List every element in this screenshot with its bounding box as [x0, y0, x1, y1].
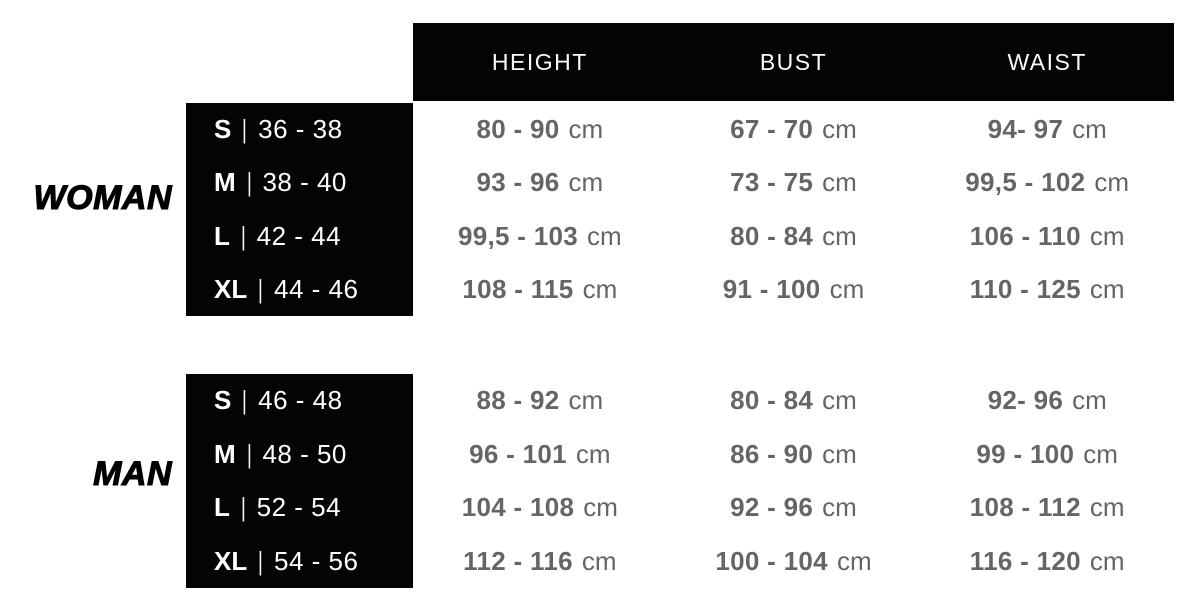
man-xl-waist-cell: [920, 535, 1174, 589]
unit-label: cm: [822, 167, 857, 198]
man-s-waist-cell: [920, 374, 1174, 428]
measure-value: 80 - 84: [730, 220, 814, 251]
column-header-height: HEIGHT: [491, 48, 588, 75]
woman-xl-bust-cell: [667, 263, 921, 316]
man-s-height-cell: [413, 374, 667, 428]
size-code: M: [214, 167, 236, 198]
unit-label: cm: [582, 273, 618, 304]
size-range: 52 - 54: [256, 492, 342, 523]
measure-value: 99,5 - 102: [965, 167, 1086, 198]
unit-label: cm: [1072, 385, 1107, 416]
unit-label: cm: [568, 114, 604, 145]
size-code: XL: [214, 273, 248, 304]
measure-value: 99,5 - 103: [457, 220, 579, 251]
size-code: S: [214, 114, 232, 145]
woman-xl-waist-cell: [920, 263, 1174, 316]
measure-value: 116 - 120: [969, 545, 1081, 576]
measure-value: 94- 97: [987, 114, 1064, 145]
woman-s-height-cell: [413, 103, 667, 156]
column-header-waist: WAIST: [1007, 48, 1087, 75]
size-separator: |: [258, 273, 264, 304]
size-range: 54 - 56: [274, 545, 359, 576]
unit-label: cm: [829, 273, 865, 304]
woman-l-height-cell: [413, 210, 667, 263]
size-separator: |: [240, 492, 246, 523]
size-row-man-s: [186, 374, 413, 428]
woman-m-waist-cell: [920, 156, 1174, 209]
unit-label: cm: [583, 492, 618, 523]
unit-label: cm: [836, 545, 872, 576]
measure-value: 91 - 100: [722, 273, 821, 304]
measure-value: 106 - 110: [969, 220, 1081, 251]
size-code: L: [214, 220, 230, 251]
man-l-waist-cell: [920, 481, 1174, 535]
measure-value: 92 - 96: [730, 492, 814, 523]
measure-value: 100 - 104: [715, 545, 828, 576]
woman-l-bust-cell: [667, 210, 921, 263]
measure-value: 112 - 116: [463, 545, 573, 576]
measure-value: 73 - 75: [730, 167, 814, 198]
size-separator: |: [240, 220, 246, 251]
table-header: [413, 23, 1174, 101]
man-size-box: [186, 374, 413, 588]
unit-label: cm: [822, 438, 857, 469]
unit-label: cm: [1072, 114, 1107, 145]
measure-value: 104 - 108: [461, 492, 575, 523]
measure-value: 93 - 96: [476, 167, 560, 198]
size-separator: |: [242, 114, 248, 145]
unit-label: cm: [1089, 273, 1125, 304]
man-s-bust-cell: [667, 374, 921, 428]
unit-label: cm: [587, 220, 622, 251]
unit-label: cm: [1083, 438, 1118, 469]
woman-s-bust-cell: [667, 103, 921, 156]
unit-label: cm: [822, 492, 857, 523]
unit-label: cm: [575, 438, 611, 469]
man-m-waist-cell: [920, 428, 1174, 482]
unit-label: cm: [822, 385, 857, 416]
unit-label: cm: [568, 385, 604, 416]
unit-label: cm: [568, 167, 604, 198]
column-header-bust: BUST: [759, 48, 828, 75]
size-row-woman-xl: [186, 263, 413, 316]
measure-value: 67 - 70: [730, 114, 814, 145]
woman-measurements: [413, 103, 1174, 316]
size-separator: |: [242, 385, 248, 416]
measure-value: 80 - 84: [730, 385, 814, 416]
measure-value: 86 - 90: [730, 438, 814, 469]
measure-value: 88 - 92: [476, 385, 560, 416]
measure-value: 80 - 90: [476, 114, 560, 145]
size-row-woman-m: [186, 156, 413, 209]
woman-size-box: [186, 103, 413, 316]
man-m-height-cell: [413, 428, 667, 482]
man-l-height-cell: [413, 481, 667, 535]
measure-value: 110 - 125: [969, 273, 1081, 304]
size-range: 38 - 40: [262, 167, 347, 198]
size-row-woman-s: [186, 103, 413, 156]
size-row-woman-l: [186, 210, 413, 263]
size-range: 44 - 46: [274, 273, 359, 304]
size-separator: |: [246, 438, 252, 469]
group-label-man: MAN: [93, 455, 172, 493]
man-l-bust-cell: [667, 481, 921, 535]
unit-label: cm: [822, 220, 857, 251]
size-range: 42 - 44: [256, 220, 342, 251]
size-range: 36 - 38: [258, 114, 343, 145]
measure-value: 92- 96: [987, 385, 1064, 416]
woman-xl-height-cell: [413, 263, 667, 316]
man-measurements: [413, 374, 1174, 588]
group-label-woman: WOMAN: [33, 179, 172, 217]
woman-m-bust-cell: [667, 156, 921, 209]
unit-label: cm: [581, 545, 617, 576]
woman-l-waist-cell: [920, 210, 1174, 263]
unit-label: cm: [1089, 545, 1125, 576]
measure-value: 108 - 112: [969, 492, 1081, 523]
size-code: S: [214, 385, 232, 416]
size-code: M: [214, 438, 236, 469]
unit-label: cm: [1089, 492, 1125, 523]
size-row-man-xl: [186, 535, 413, 589]
measure-value: 99 - 100: [976, 438, 1075, 469]
unit-label: cm: [1094, 167, 1130, 198]
woman-m-height-cell: [413, 156, 667, 209]
size-separator: |: [258, 545, 264, 576]
size-range: 48 - 50: [262, 438, 347, 469]
man-m-bust-cell: [667, 428, 921, 482]
size-code: XL: [214, 545, 248, 576]
woman-s-waist-cell: [920, 103, 1174, 156]
man-xl-height-cell: [413, 535, 667, 589]
size-row-man-m: [186, 428, 413, 482]
size-range: 46 - 48: [258, 385, 343, 416]
size-code: L: [214, 492, 230, 523]
man-xl-bust-cell: [667, 535, 921, 589]
measure-value: 108 - 115: [462, 273, 574, 304]
size-separator: |: [246, 167, 252, 198]
measure-value: 96 - 101: [469, 438, 567, 469]
unit-label: cm: [822, 114, 857, 145]
size-row-man-l: [186, 481, 413, 535]
unit-label: cm: [1089, 220, 1125, 251]
